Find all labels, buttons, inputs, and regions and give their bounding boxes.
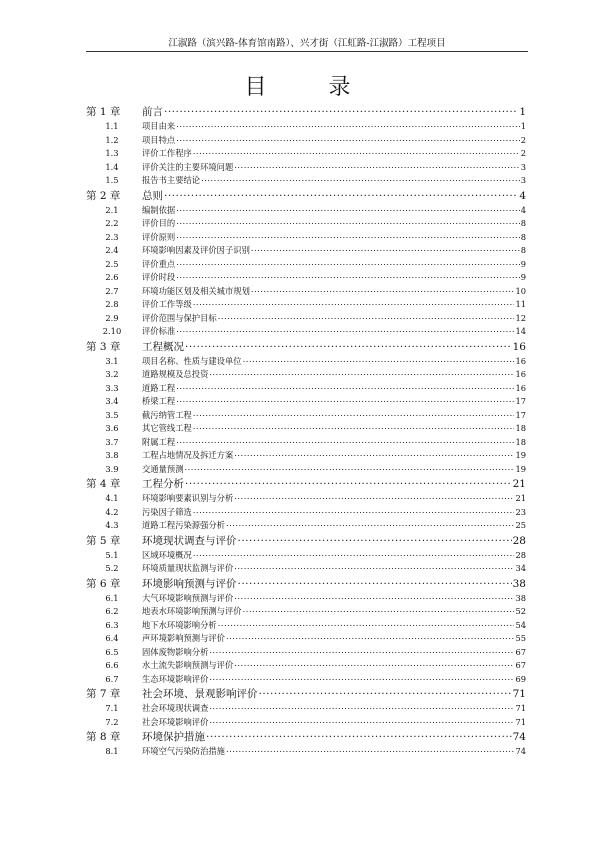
toc-entry-number: 2.5 <box>105 258 119 269</box>
dot-leader <box>251 285 515 293</box>
toc-entry-number: 第 6 章 <box>86 577 121 590</box>
toc-entry-title: 工程概况 <box>142 340 184 353</box>
table-of-contents <box>86 104 526 759</box>
toc-entry-title: 工程占地情况及拆迁方案 <box>142 450 234 460</box>
toc-entry-page-number: 71 <box>512 688 526 700</box>
toc-entry-number: 8.1 <box>105 746 119 756</box>
toc-entry-page-number: 11 <box>515 299 526 309</box>
toc-section-entry[interactable] <box>86 716 526 730</box>
toc-section-entry[interactable] <box>86 702 526 716</box>
toc-entry-number: 1.5 <box>105 175 119 185</box>
toc-entry-title: 大气环境影响预测与评价 <box>142 592 234 603</box>
dot-leader <box>176 436 514 444</box>
dot-leader <box>226 520 514 528</box>
dot-leader <box>209 703 514 711</box>
toc-entry-number: 3.4 <box>105 396 119 406</box>
dot-leader <box>209 646 514 654</box>
toc-entry-title: 交通量预测 <box>142 463 184 474</box>
toc-entry-number: 1.1 <box>105 121 119 131</box>
toc-entry-title: 编制依据 <box>142 204 176 215</box>
toc-entry-title: 环境影响要素识别与分析 <box>142 493 234 503</box>
toc-section-entry[interactable] <box>86 506 526 520</box>
toc-section-entry[interactable] <box>86 368 526 382</box>
toc-entry-title: 评价工作程序 <box>142 148 192 158</box>
dot-leader <box>176 382 514 390</box>
toc-entry-page-number: 34 <box>515 563 526 573</box>
toc-entry-title: 评价原则 <box>142 231 176 242</box>
toc-section-entry[interactable] <box>86 592 526 606</box>
toc-entry-title: 环境空气污染防治措施 <box>142 746 225 756</box>
toc-entry-page-number: 14 <box>515 326 526 336</box>
toc-entry-number: 1.4 <box>105 161 119 172</box>
dot-leader <box>193 409 515 417</box>
dot-leader <box>176 396 514 404</box>
dot-leader <box>243 606 515 614</box>
toc-section-entry[interactable] <box>86 285 526 299</box>
toc-section-entry[interactable] <box>86 174 526 188</box>
toc-entry-title: 社会环境影响评价 <box>142 716 209 727</box>
toc-entry-title: 社会环境、景观影响评价 <box>142 688 258 700</box>
dot-leader <box>234 493 514 501</box>
toc-section-entry[interactable] <box>86 244 526 258</box>
toc-entry-title: 评价重点 <box>142 258 176 269</box>
toc-entry-page-number: 28 <box>515 549 526 560</box>
toc-entry-number: 2.3 <box>105 231 119 242</box>
toc-entry-number: 4.1 <box>105 493 119 503</box>
toc-entry-number: 第 8 章 <box>86 731 121 743</box>
toc-entry-page-number: 67 <box>515 660 526 670</box>
toc-section-entry[interactable] <box>86 605 526 619</box>
toc-entry-page-number: 19 <box>515 450 526 460</box>
toc-section-entry[interactable] <box>86 449 526 463</box>
dot-leader <box>185 339 512 350</box>
toc-title: 目 录 <box>244 75 371 100</box>
toc-section-entry[interactable] <box>86 619 526 633</box>
toc-section-entry[interactable] <box>86 258 526 272</box>
toc-entry-number: 6.2 <box>105 606 119 616</box>
dot-leader <box>218 312 515 320</box>
toc-section-entry[interactable] <box>86 298 526 312</box>
toc-entry-title: 桥梁工程 <box>142 396 176 406</box>
toc-section-entry[interactable] <box>86 312 526 326</box>
toc-entry-number: 5.2 <box>105 563 119 573</box>
toc-entry-page-number: 67 <box>515 646 526 657</box>
toc-entry-number: 2.7 <box>105 285 119 296</box>
toc-section-entry[interactable] <box>86 519 526 533</box>
toc-entry-number: 2.2 <box>105 218 119 228</box>
dot-leader <box>234 592 514 600</box>
toc-section-entry[interactable] <box>86 659 526 673</box>
dot-leader <box>238 533 512 544</box>
toc-entry-page-number: 17 <box>515 396 526 406</box>
toc-section-entry[interactable] <box>86 271 526 285</box>
toc-entry-page-number: 8 <box>520 218 526 228</box>
toc-entry-number: 6.7 <box>105 673 119 684</box>
toc-entry-number: 3.9 <box>105 463 119 474</box>
toc-entry-page-number: 74 <box>515 746 526 756</box>
toc-entry-page-number: 38 <box>515 592 526 603</box>
toc-section-entry[interactable] <box>86 355 526 369</box>
toc-section-entry[interactable] <box>86 120 526 134</box>
toc-section-entry[interactable] <box>86 549 526 563</box>
dot-leader <box>259 687 512 698</box>
toc-entry-page-number: 16 <box>515 369 526 379</box>
toc-entry-page-number: 4 <box>519 189 526 202</box>
dot-leader <box>218 619 515 627</box>
toc-entry-page-number: 1 <box>519 106 526 118</box>
toc-section-entry[interactable] <box>86 325 526 339</box>
toc-entry-title: 截污纳管工程 <box>142 409 192 420</box>
toc-entry-page-number: 3 <box>520 161 526 172</box>
toc-entry-title: 道路工程污染源强分析 <box>142 520 225 530</box>
toc-entry-number: 2.10 <box>102 326 122 336</box>
dot-leader <box>238 576 512 587</box>
dot-leader <box>201 175 520 183</box>
toc-entry-number: 4.2 <box>105 506 119 517</box>
toc-entry-title: 评价范围与保护目标 <box>142 312 217 323</box>
toc-entry-page-number: 74 <box>512 731 526 743</box>
toc-entry-title: 项目由来 <box>142 121 176 131</box>
toc-entry-title: 评价目的 <box>142 218 176 228</box>
dot-leader <box>176 218 520 226</box>
toc-section-entry[interactable] <box>86 492 526 506</box>
toc-section-entry[interactable] <box>86 745 526 759</box>
toc-chapter-entry[interactable] <box>86 533 526 549</box>
toc-entry-page-number: 25 <box>515 520 526 530</box>
toc-section-entry[interactable] <box>86 646 526 660</box>
toc-entry-title: 污染因子筛选 <box>142 506 192 517</box>
dot-leader <box>176 121 520 129</box>
dot-leader <box>176 134 520 142</box>
dot-leader <box>226 633 514 641</box>
toc-entry-page-number: 2 <box>520 148 526 158</box>
toc-entry-number: 1.3 <box>105 148 119 158</box>
dot-leader <box>209 369 514 377</box>
toc-entry-page-number: 23 <box>515 506 526 517</box>
dot-leader <box>176 258 520 266</box>
toc-entry-page-number: 52 <box>515 606 526 616</box>
toc-entry-number: 6.3 <box>105 619 119 630</box>
toc-section-entry[interactable] <box>86 562 526 576</box>
toc-entry-page-number: 71 <box>515 716 526 727</box>
toc-entry-title: 评价工作等级 <box>142 299 192 309</box>
dot-leader <box>176 272 520 280</box>
toc-entry-number: 6.5 <box>105 646 119 657</box>
toc-entry-title: 固体废物影响分析 <box>142 646 209 657</box>
toc-entry-number: 第 2 章 <box>86 189 121 202</box>
toc-section-entry[interactable] <box>86 409 526 423</box>
dot-leader <box>234 161 519 169</box>
toc-entry-title: 社会环境现状调查 <box>142 703 209 713</box>
toc-entry-page-number: 28 <box>512 534 526 547</box>
dot-leader <box>164 188 518 199</box>
toc-entry-title: 区域环境概况 <box>142 549 192 560</box>
toc-entry-number: 6.1 <box>105 592 119 603</box>
toc-entry-number: 5.1 <box>105 549 119 560</box>
toc-entry-number: 第 5 章 <box>86 534 121 547</box>
header-divider <box>86 51 528 52</box>
toc-entry-number: 第 3 章 <box>86 340 121 353</box>
dot-leader <box>193 549 515 557</box>
toc-entry-number: 6.6 <box>105 660 119 670</box>
toc-entry-number: 4.3 <box>105 520 119 530</box>
toc-entry-page-number: 69 <box>515 673 526 684</box>
dot-leader <box>234 450 514 458</box>
toc-chapter-entry[interactable] <box>86 104 526 120</box>
toc-entry-page-number: 55 <box>515 633 526 643</box>
toc-entry-page-number: 54 <box>515 619 526 630</box>
toc-section-entry[interactable] <box>86 382 526 396</box>
toc-entry-page-number: 18 <box>515 423 526 433</box>
toc-entry-number: 2.6 <box>105 272 119 282</box>
dot-leader <box>164 105 518 116</box>
dot-leader <box>209 716 514 724</box>
toc-section-entry[interactable] <box>86 161 526 175</box>
dot-leader <box>251 245 520 253</box>
toc-entry-page-number: 38 <box>512 577 526 590</box>
toc-entry-title: 地下水环境影响分析 <box>142 619 217 630</box>
toc-entry-number: 7.1 <box>105 703 119 713</box>
toc-section-entry[interactable] <box>86 436 526 450</box>
toc-section-entry[interactable] <box>86 147 526 161</box>
toc-section-entry[interactable] <box>86 463 526 477</box>
toc-entry-page-number: 71 <box>515 703 526 713</box>
toc-entry-number: 2.1 <box>105 204 119 215</box>
toc-entry-number: 2.8 <box>105 299 119 309</box>
dot-leader <box>185 477 512 488</box>
toc-entry-title: 前言 <box>142 106 163 118</box>
toc-entry-page-number: 12 <box>515 312 526 323</box>
toc-chapter-entry[interactable] <box>86 188 526 204</box>
toc-section-entry[interactable] <box>86 134 526 148</box>
dot-leader <box>234 660 514 668</box>
toc-chapter-entry[interactable] <box>86 729 526 745</box>
dot-leader <box>193 148 520 156</box>
toc-entry-number: 2.9 <box>105 312 119 323</box>
toc-entry-title: 声环境影响预测与评价 <box>142 633 225 643</box>
toc-entry-page-number: 19 <box>515 463 526 474</box>
toc-entry-title: 地表水环境影响预测与评价 <box>142 606 242 616</box>
toc-entry-page-number: 4 <box>520 204 526 215</box>
toc-chapter-entry[interactable] <box>86 339 526 355</box>
toc-entry-title: 生态环境影响评价 <box>142 673 209 684</box>
toc-entry-title: 环境现状调查与评价 <box>142 534 237 547</box>
toc-entry-number: 第 7 章 <box>86 688 121 700</box>
toc-chapter-entry[interactable] <box>86 686 526 702</box>
toc-entry-title: 评价时段 <box>142 272 176 282</box>
toc-entry-title: 附属工程 <box>142 436 176 447</box>
dot-leader <box>243 355 515 363</box>
dot-leader <box>185 463 515 471</box>
toc-entry-title: 道路规模及总投资 <box>142 369 209 379</box>
toc-entry-page-number: 8 <box>520 245 526 255</box>
toc-entry-number: 第 1 章 <box>86 106 121 118</box>
toc-entry-title: 评价标准 <box>142 326 176 336</box>
dot-leader <box>206 730 512 741</box>
toc-entry-title: 环境影响因素及评价因子识别 <box>142 245 250 255</box>
toc-entry-page-number: 17 <box>515 409 526 420</box>
toc-entry-title: 环境保护措施 <box>142 731 205 743</box>
toc-entry-number: 3.3 <box>105 382 119 393</box>
dot-leader <box>226 746 514 754</box>
toc-entry-title: 其它管线工程 <box>142 423 192 433</box>
toc-section-entry[interactable] <box>86 231 526 245</box>
toc-entry-title: 水土流失影响预测与评价 <box>142 660 234 670</box>
toc-entry-page-number: 10 <box>515 285 526 296</box>
toc-entry-number: 1.2 <box>105 134 119 145</box>
toc-entry-number: 3.6 <box>105 423 119 433</box>
dot-leader <box>193 299 515 307</box>
toc-entry-number: 6.4 <box>105 633 119 643</box>
dot-leader <box>209 673 514 681</box>
toc-entry-title: 环境影响预测与评价 <box>142 577 237 590</box>
toc-entry-page-number: 3 <box>520 175 526 185</box>
dot-leader <box>193 506 515 514</box>
toc-chapter-entry[interactable] <box>86 576 526 592</box>
toc-entry-page-number: 1 <box>520 121 526 131</box>
toc-section-entry[interactable] <box>86 395 526 409</box>
dot-leader <box>176 204 520 212</box>
toc-entry-page-number: 21 <box>515 493 526 503</box>
page-header: 江淑路（滨兴路-体育馆南路）、兴才街（江虹路-江淑路）工程项目 <box>168 38 446 49</box>
dot-leader <box>234 563 514 571</box>
toc-entry-number: 3.8 <box>105 450 119 460</box>
toc-entry-title: 项目特点 <box>142 134 176 145</box>
toc-entry-number: 3.5 <box>105 409 119 420</box>
toc-section-entry[interactable] <box>86 632 526 646</box>
toc-entry-page-number: 8 <box>520 231 526 242</box>
toc-entry-title: 项目名称、性质与建设单位 <box>142 355 242 366</box>
toc-entry-title: 工程分析 <box>142 478 184 490</box>
toc-section-entry[interactable] <box>86 204 526 218</box>
toc-section-entry[interactable] <box>86 422 526 436</box>
toc-entry-page-number: 18 <box>515 436 526 447</box>
toc-entry-number: 第 4 章 <box>86 478 121 490</box>
dot-leader <box>176 231 520 239</box>
toc-entry-page-number: 9 <box>520 258 526 269</box>
toc-entry-page-number: 16 <box>512 340 526 353</box>
toc-section-entry[interactable] <box>86 217 526 231</box>
toc-entry-page-number: 2 <box>520 134 526 145</box>
toc-entry-number: 3.2 <box>105 369 119 379</box>
toc-entry-number: 2.4 <box>105 245 119 255</box>
toc-entry-title: 评价关注的主要环境问题 <box>142 161 234 172</box>
toc-entry-page-number: 16 <box>515 382 526 393</box>
toc-entry-number: 7.2 <box>105 716 119 727</box>
toc-entry-page-number: 9 <box>520 272 526 282</box>
toc-entry-page-number: 21 <box>512 478 526 490</box>
toc-entry-page-number: 16 <box>515 355 526 366</box>
toc-entry-title: 总则 <box>142 189 163 202</box>
dot-leader <box>193 423 515 431</box>
dot-leader <box>176 326 514 334</box>
toc-entry-title: 道路工程 <box>142 382 176 393</box>
toc-entry-number: 3.1 <box>105 355 119 366</box>
toc-entry-title: 报告书主要结论 <box>142 175 201 185</box>
toc-entry-title: 环境质量现状监测与评价 <box>142 563 234 573</box>
toc-chapter-entry[interactable] <box>86 476 526 492</box>
toc-entry-title: 环境功能区划及相关城市规划 <box>142 285 250 296</box>
toc-section-entry[interactable] <box>86 673 526 687</box>
toc-entry-number: 3.7 <box>105 436 119 447</box>
